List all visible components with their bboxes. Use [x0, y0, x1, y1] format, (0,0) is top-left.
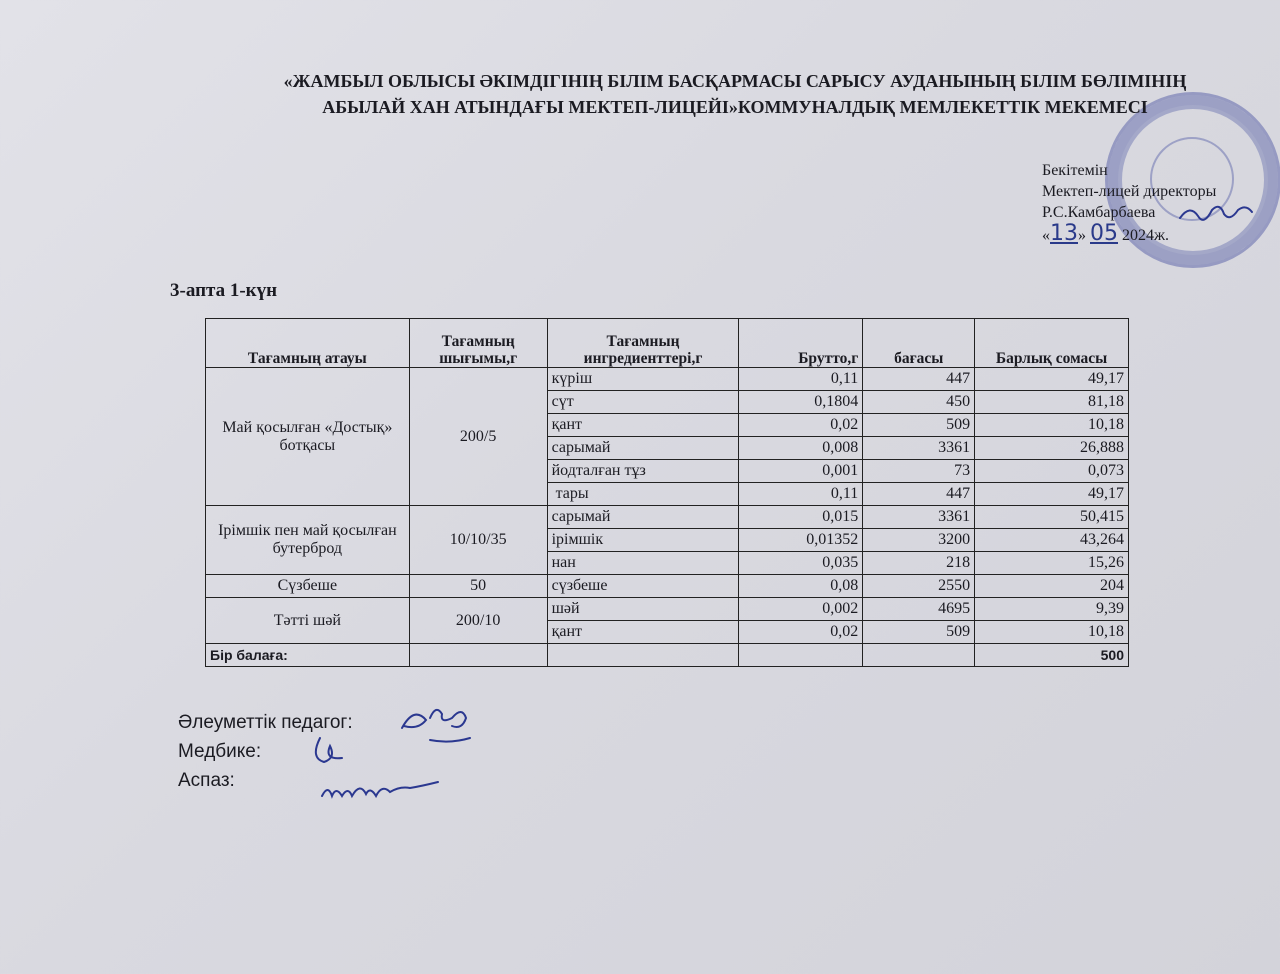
sum-cell: 26,888 — [975, 437, 1129, 460]
social-teacher-signature — [402, 710, 470, 742]
date-month: 05 — [1090, 221, 1118, 246]
ingredient-cell: қант — [547, 621, 739, 644]
sum-cell: 204 — [975, 575, 1129, 598]
sum-cell: 43,264 — [975, 529, 1129, 552]
dish-yield-cell: 200/5 — [409, 368, 547, 506]
table-row — [206, 598, 1129, 621]
date-year: 2024ж. — [1122, 227, 1170, 244]
total-empty-3 — [739, 644, 863, 667]
ingredient-cell: сарымай — [547, 437, 739, 460]
document-header — [210, 68, 1260, 120]
price-cell: 447 — [863, 368, 975, 391]
total-row — [206, 644, 1129, 667]
dish-yield-cell: 200/10 — [409, 598, 547, 644]
total-empty-4 — [863, 644, 975, 667]
table-row — [206, 506, 1129, 529]
ingredient-cell: ірімшік — [547, 529, 739, 552]
dish-name-cell: Сүзбеше — [206, 575, 410, 598]
ingredient-cell: тары — [547, 483, 739, 506]
ingredient-cell: нан — [547, 552, 739, 575]
date-close-quote: » — [1078, 227, 1086, 244]
brutto-cell: 0,002 — [739, 598, 863, 621]
signatures-block — [178, 708, 353, 795]
ingredient-cell: йодталған тұз — [547, 460, 739, 483]
signature-social-teacher-label: Әлеуметтік педагог: — [178, 712, 353, 733]
col-header-total: Барлық сомасы — [975, 319, 1129, 368]
day-subtitle: 3-апта 1-күн — [170, 280, 278, 301]
sum-cell: 81,18 — [975, 391, 1129, 414]
col-header-dish: Тағамның атауы — [206, 319, 410, 368]
dish-name-cell: Тәтті шәй — [206, 598, 410, 644]
signature-nurse-label: Медбике: — [178, 741, 262, 762]
ingredient-cell: күріш — [547, 368, 739, 391]
brutto-cell: 0,11 — [739, 483, 863, 506]
date-open-quote: « — [1042, 227, 1050, 244]
price-cell: 509 — [863, 414, 975, 437]
total-empty-2 — [547, 644, 739, 667]
price-cell: 218 — [863, 552, 975, 575]
ingredient-cell: сарымай — [547, 506, 739, 529]
ingredient-cell: сүзбеше — [547, 575, 739, 598]
price-cell: 3361 — [863, 437, 975, 460]
brutto-cell: 0,02 — [739, 621, 863, 644]
brutto-cell: 0,11 — [739, 368, 863, 391]
table-row — [206, 575, 1129, 598]
dish-name-cell: Май қосылған «Достық» ботқасы — [206, 368, 410, 506]
date-day: 13 — [1050, 221, 1078, 246]
approval-line-2: Мектеп-лицей директоры — [1042, 183, 1217, 200]
brutto-cell: 0,015 — [739, 506, 863, 529]
brutto-cell: 0,035 — [739, 552, 863, 575]
sum-cell: 10,18 — [975, 621, 1129, 644]
price-cell: 2550 — [863, 575, 975, 598]
price-cell: 73 — [863, 460, 975, 483]
sum-cell: 49,17 — [975, 483, 1129, 506]
brutto-cell: 0,08 — [739, 575, 863, 598]
approval-block — [1042, 160, 1216, 246]
menu-table — [205, 318, 1129, 667]
approval-date — [1042, 223, 1216, 246]
brutto-cell: 0,001 — [739, 460, 863, 483]
price-cell: 447 — [863, 483, 975, 506]
table-body — [206, 368, 1129, 644]
dish-name-cell: Ірімшік пен май қосылған бутерброд — [206, 506, 410, 575]
brutto-cell: 0,02 — [739, 414, 863, 437]
header-line-1: «ЖАМБЫЛ ОБЛЫСЫ ӘКІМДІГІНІҢ БІЛІМ БАСҚАРМАСЫ САРЫСУ АУДАНЫНЫҢ БІЛІМ БӨЛІМІНІҢ — [283, 71, 1187, 91]
sum-cell: 10,18 — [975, 414, 1129, 437]
sum-cell: 9,39 — [975, 598, 1129, 621]
price-cell: 3200 — [863, 529, 975, 552]
header-line-2: АБЫЛАЙ ХАН АТЫНДАҒЫ МЕКТЕП-ЛИЦЕЙІ»КОММУНАЛДЫҚ МЕМЛЕКЕТТІК МЕКЕМЕСІ — [322, 97, 1148, 117]
table-header-row — [206, 319, 1129, 368]
sum-cell: 0,073 — [975, 460, 1129, 483]
col-header-ingredients: Тағамның ингредиенттері,г — [547, 319, 739, 368]
brutto-cell: 0,1804 — [739, 391, 863, 414]
ingredient-cell: сүт — [547, 391, 739, 414]
price-cell: 450 — [863, 391, 975, 414]
approval-line-1: Бекітемін — [1042, 162, 1108, 179]
sum-cell: 49,17 — [975, 368, 1129, 391]
brutto-cell: 0,008 — [739, 437, 863, 460]
col-header-brutto: Брутто,г — [739, 319, 863, 368]
col-header-yield: Тағамның шығымы,г — [409, 319, 547, 368]
ingredient-cell: қант — [547, 414, 739, 437]
brutto-cell: 0,01352 — [739, 529, 863, 552]
sum-cell: 50,415 — [975, 506, 1129, 529]
col-header-price: бағасы — [863, 319, 975, 368]
table-row — [206, 368, 1129, 391]
dish-yield-cell: 10/10/35 — [409, 506, 547, 575]
signature-cook-label: Аспаз: — [178, 770, 235, 791]
sum-cell: 15,26 — [975, 552, 1129, 575]
total-empty-1 — [409, 644, 547, 667]
ingredient-cell: шәй — [547, 598, 739, 621]
total-value: 500 — [975, 644, 1129, 667]
price-cell: 509 — [863, 621, 975, 644]
price-cell: 3361 — [863, 506, 975, 529]
dish-yield-cell: 50 — [409, 575, 547, 598]
total-label: Бір балаға: — [206, 644, 410, 667]
price-cell: 4695 — [863, 598, 975, 621]
approval-line-3: Р.С.Камбарбаева — [1042, 204, 1156, 221]
